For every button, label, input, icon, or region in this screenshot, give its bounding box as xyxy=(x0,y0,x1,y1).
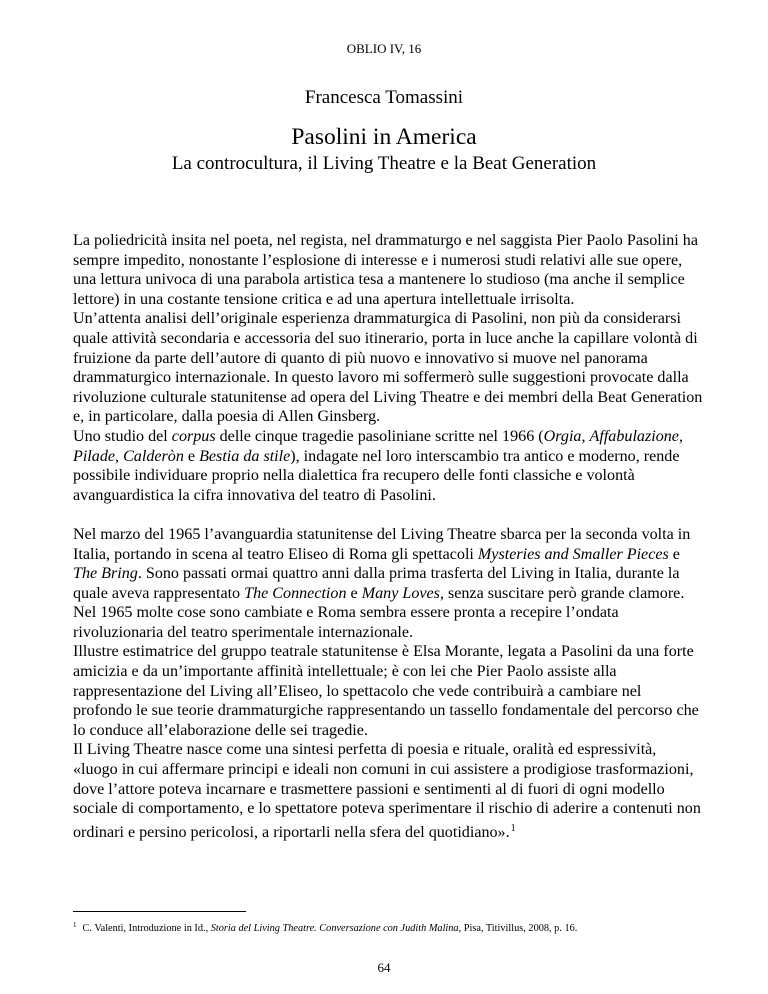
abstract-paragraph-1: La poliedricità insita nel poeta, nel regista, nel drammaturgo e nel saggista Pier Paolo Pasolini ha sempre impedito, nonostante l’esplosione di interesse e i numerosi studi relativi alle sue opere, una lettura univoca di una parabola artistica tesa a mantenere lo studioso (ma anche il semplice lettore) in una costante tensione critica e ad una apertura intellettuale irrisolta. xyxy=(73,232,698,308)
text-run: e xyxy=(346,584,362,602)
show-title: The Connection xyxy=(244,584,347,602)
show-title: Many Loves xyxy=(361,584,440,602)
body-paragraph-3 xyxy=(73,740,703,842)
footnote-divider xyxy=(73,911,246,912)
article-subtitle: La controcultura, il Living Theatre e la Beat Generation xyxy=(171,153,597,174)
show-title: Mysteries and Smaller Pieces xyxy=(477,545,669,563)
text-run: , xyxy=(581,427,590,445)
footnote xyxy=(73,918,753,936)
text-run: Il Living Theatre nasce come una sintesi perfetta di poesia e rituale, oralità ed espressività, «luogo in cui affermare principi e ideali non comuni in cui assistere a prodigiose trasformazioni, dove l’attore poteva incarnare e trasmettere passioni e sentimenti al di fuori di ogni modello sociale di comportamento, e lo spettatore poteva sperimentare il rischio di aderire a contenuti non ordinari e persino pericolosi, a riportarli nella sfera del quotidiano». xyxy=(73,741,701,841)
footnote-reference[interactable]: 1 xyxy=(510,822,516,834)
text-run: , xyxy=(115,447,124,465)
abstract-paragraph-2: Un’attenta analisi dell’originale esperienza drammaturgica di Pasolini, non più da considerarsi quale attività secondaria e accessoria del suo itinerario, porta in luce anche la capillare volontà di fruizione da parte dell’autore di quanto di più nuovo e innovativo si muove nel panorama drammaturgico internazionale. In questo lavoro mi soffermerò sulle suggestioni provocate dalla rivoluzione culturale statunitense ad opera del Living Theatre e dei membri della Beat Generation e, in particolare, dalla poesia di Allen Ginsberg. xyxy=(73,310,703,426)
text-run: , senza suscitare però grande clamore. Nel 1965 molte cose sono cambiate e Roma sembra essere pronta a recepire l’ondata rivoluzionaria del teatro sperimentale internazionale. xyxy=(73,584,685,641)
abstract-paragraph-3 xyxy=(73,427,703,505)
tragedy-title: Pilade xyxy=(73,447,116,465)
text-run: ), indagate nel loro interscambio tra antico e moderno, rende possibile individuare proprio nella dialettica fra recupero delle fonti classiche e volontà avanguardistica la cifra innovativa del teatro di Pasolini. xyxy=(73,447,680,504)
article-body xyxy=(73,231,703,842)
italic-term: corpus xyxy=(171,427,216,445)
text-run: Uno studio del xyxy=(73,427,172,445)
body-paragraph-1 xyxy=(73,525,703,643)
text-run: , xyxy=(678,427,683,445)
article-title: Pasolini in America xyxy=(291,124,477,150)
footnote-mark: 1 xyxy=(73,921,77,929)
text-run: . Sono passati ormai quattro anni dalla prima trasferta del Living in Italia, durante la quale aveva rappresentato xyxy=(73,565,680,602)
page-number: 64 xyxy=(377,960,391,975)
text-run: C. Valenti, Introduzione in Id., xyxy=(82,923,211,934)
text-run: e xyxy=(183,447,200,465)
tragedy-title: Orgia xyxy=(543,427,582,445)
author-name: Francesca Tomassini xyxy=(304,87,464,108)
text-run: delle cinque tragedie pasoliniane scritte nel 1966 ( xyxy=(215,427,544,445)
text-run: , Pisa, Titivillus, 2008, p. 16. xyxy=(458,923,578,934)
show-title: The Bring xyxy=(73,565,138,583)
tragedy-title: Bestia da stile xyxy=(199,447,291,465)
text-run: e xyxy=(668,545,680,563)
tragedy-title: Affabulazione xyxy=(589,427,679,445)
body-paragraph-2: Illustre estimatrice del gruppo teatrale statunitense è Elsa Morante, legata a Pasolini da una forte amicizia e da un’importante affinità intellettuale; è con lei che Pier Paolo assiste alla rappresentazione del Living all’Eliseo, lo spettacolo che vede contribuirà a cambiare nel profondo le sue teorie drammaturgiche rappresentando un tassello fondamentale del percorso che lo conduce all’elaborazione delle sei tragedie. xyxy=(73,643,699,739)
tragedy-title: Calderòn xyxy=(123,447,184,465)
cited-title: Storia del Living Theatre. Conversazione con Judith Malina xyxy=(210,923,459,934)
text-run: Nel marzo del 1965 l’avanguardia statunitense del Living Theatre sbarca per la seconda volta in Italia, portando in scena al teatro Eliseo di Roma gli spettacoli xyxy=(73,525,691,563)
running-head: OBLIO IV, 16 xyxy=(346,41,422,56)
